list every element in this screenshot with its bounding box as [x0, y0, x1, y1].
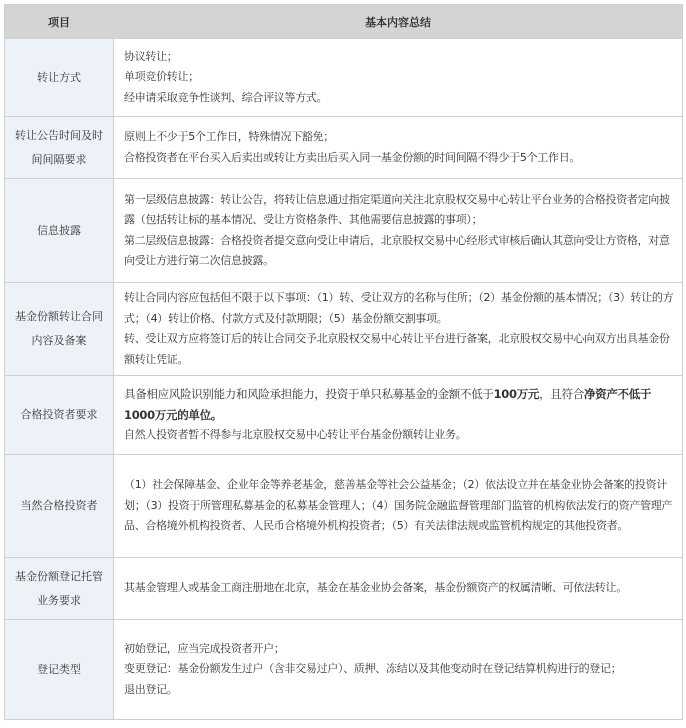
header-item: 项目	[5, 5, 114, 39]
amount-bold: 100万元	[493, 387, 540, 402]
table-row	[5, 376, 683, 455]
content-text: ，且符合	[539, 387, 584, 402]
content-line: 初始登记，应当完成投资者开户；	[124, 641, 285, 655]
content-line: 协议转让；	[124, 49, 178, 63]
content-line: 转让合同内容应包括但不限于以下事项：（1）转、受让双方的名称与住所；（2）基金份额的基本情况；（3）转让的方式；（4）转让价格、付款方式及付款期限；（5）基金份额交割事项。	[124, 291, 674, 325]
table-row	[5, 179, 683, 283]
content-line: 变更登记：基金份额发生过户（含非交易过户）、质押、冻结以及其他变动时在登记结算机构进行的登记；	[124, 662, 622, 676]
content-text: 具备相应风险识别能力和风险承担能力，投资于单只私募基金的金额不低于	[124, 387, 494, 402]
row-content	[114, 376, 683, 455]
content-line: 转、受让双方应将签订后的转让合同交予北京股权交易中心转让平台进行备案，北京股权交易中心向双方出具基金份额转让凭证。	[124, 332, 670, 366]
row-content	[114, 558, 683, 620]
row-item-label: 基金份额登记托管业务要求	[5, 558, 114, 620]
table-row	[5, 455, 683, 558]
row-item-label: 信息披露	[5, 179, 114, 283]
row-content	[114, 117, 683, 179]
row-content	[114, 39, 683, 117]
table-row	[5, 39, 683, 117]
table-row	[5, 283, 683, 376]
content-line	[124, 384, 674, 425]
content-line: 第一层级信息披露：转让公告，将转让信息通过指定渠道向关注北京股权交易中心转让平台业务的合格投资者定向披露（包括转让标的基本情况、受让方资格条件、其他需要信息披露的事项）；	[124, 192, 670, 226]
summary-table	[4, 4, 683, 720]
content-line: 其基金管理人或基金工商注册地在北京，基金在基金业协会备案，基金份额资产的权属清晰、可依法转让。	[124, 581, 627, 595]
table-row	[5, 117, 683, 179]
row-item-label: 当然合格投资者	[5, 455, 114, 558]
row-item-label: 转让公告时间及时间间隔要求	[5, 117, 114, 179]
row-item-label: 合格投资者要求	[5, 376, 114, 455]
row-item-label: 基金份额转让合同内容及备案	[5, 283, 114, 376]
table-header-row	[5, 5, 683, 39]
table-row	[5, 620, 683, 720]
content-line: 经申请采取竞争性谈判、综合评议等方式。	[124, 90, 328, 104]
table-row	[5, 558, 683, 620]
content-line: （1）社会保障基金、企业年金等养老基金，慈善基金等社会公益基金；（2）依法设立并在基金业协会备案的投资计划；（3）投资于所管理私募基金的私募基金管理人；（4）国务院金融监督管理部门监管的机构依法发行的资产管理产品、合格境外机构投资者、人民币合格境外机构投资者；（5）有关法律法规或监管机构规定的其他投资者。	[124, 478, 673, 533]
net-assets-bold: 净资产不低于1000万元的单位。	[124, 387, 652, 422]
row-item-label: 登记类型	[5, 620, 114, 720]
row-item-label: 转让方式	[5, 39, 114, 117]
content-line: 单项竞价转让；	[124, 70, 199, 84]
content-line: 自然人投资者暂不得参与北京股权交易中心转让平台基金份额转让业务。	[124, 428, 467, 442]
row-content	[114, 179, 683, 283]
row-content	[114, 620, 683, 720]
content-line: 原则上不少于5个工作日，特殊情况下豁免；	[124, 130, 334, 143]
content-line: 退出登记。	[124, 682, 178, 696]
row-content	[114, 455, 683, 558]
summary-table-wrapper	[4, 4, 682, 720]
content-line: 第二层级信息披露：合格投资者提交意向受让申请后，北京股权交易中心经形式审核后确认其意向受让方资格，对意向受让方进行第二次信息披露。	[124, 233, 670, 267]
content-line: 合格投资者在平台买入后卖出或转让方卖出后买入同一基金份额的时间间隔不得少于5个工作日。	[124, 150, 581, 164]
row-content	[114, 283, 683, 376]
header-content: 基本内容总结	[114, 5, 683, 39]
